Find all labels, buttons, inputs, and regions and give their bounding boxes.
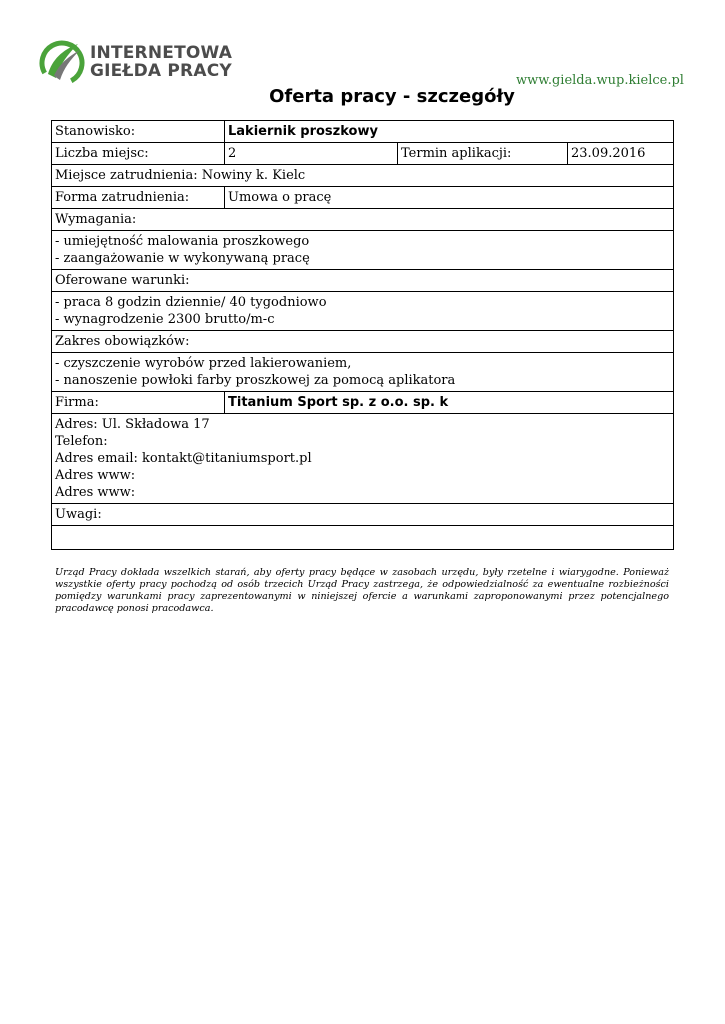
- employment-label: Forma zatrudnienia:: [52, 187, 225, 209]
- row-position: [52, 121, 674, 143]
- row-company: [52, 392, 674, 414]
- employment-value: Umowa o pracę: [225, 187, 674, 209]
- row-places: [52, 143, 674, 165]
- row-requirements: [52, 231, 674, 270]
- row-duties: [52, 353, 674, 392]
- notes-label: Uwagi:: [52, 504, 674, 526]
- logo-text: [90, 44, 232, 80]
- contact-www: Adres www:: [55, 468, 136, 483]
- requirements-label: Wymagania:: [52, 209, 674, 231]
- row-contact: [52, 414, 674, 504]
- row-location: [52, 165, 674, 187]
- row-employment: [52, 187, 674, 209]
- company-value: Titanium Sport sp. z o.o. sp. k: [225, 392, 674, 414]
- company-label: Firma:: [52, 392, 225, 414]
- row-notes: [52, 526, 674, 550]
- requirement-item: - umiejętność malowania proszkowego: [55, 234, 310, 249]
- contact-address: Adres: Ul. Składowa 17: [55, 417, 210, 432]
- row-requirements-label: [52, 209, 674, 231]
- contact-email[interactable]: Adres email: kontakt@titaniumsport.pl: [55, 451, 312, 466]
- contact-phone: Telefon:: [55, 434, 108, 449]
- conditions-label: Oferowane warunki:: [52, 270, 674, 292]
- location: Miejsce zatrudnienia: Nowiny k. Kielc: [52, 165, 674, 187]
- requirements-list: [52, 231, 674, 270]
- notes-value: [52, 526, 674, 550]
- duties-label: Zakres obowiązków:: [52, 331, 674, 353]
- deadline-label: Termin aplikacji:: [398, 143, 568, 165]
- site-url[interactable]: www.gielda.wup.kielce.pl: [516, 73, 684, 88]
- contact-details: [52, 414, 674, 504]
- places-value: 2: [225, 143, 398, 165]
- requirement-item: - zaangażowanie w wykonywaną pracę: [55, 251, 310, 266]
- logo-line-2: GIEŁDA PRACY: [90, 61, 232, 81]
- row-conditions-label: [52, 270, 674, 292]
- condition-item: - praca 8 godzin dziennie/ 40 tygodniowo: [55, 295, 327, 310]
- duty-item: - czyszczenie wyrobów przed lakierowaniem,: [55, 356, 352, 371]
- offer-table: [51, 120, 674, 550]
- disclaimer: Urząd Pracy dokłada wszelkich starań, aby oferty pracy będące w zasobach urzędu, były rzetelne i wiarygodne. Ponieważ wszystkie oferty pracy pochodzą od osób trzecich Urząd Pracy zastrzega, że odpowiedzialność za ewentualne rozbieżności pomiędzy warunkami pracy zaprezentowanymi w niniejszej ofercie a warunkami zaproponowanymi przez potencjalnego pracodawcę ponosi pracodawca.: [55, 567, 669, 614]
- duties-list: [52, 353, 674, 392]
- deadline-value: 23.09.2016: [568, 143, 674, 165]
- page-title: Oferta pracy - szczegóły: [269, 86, 515, 107]
- places-label: Liczba miejsc:: [52, 143, 225, 165]
- logo-icon: [38, 38, 88, 88]
- position-label: Stanowisko:: [52, 121, 225, 143]
- logo-line-1: INTERNETOWA: [90, 43, 233, 63]
- condition-item: - wynagrodzenie 2300 brutto/m-c: [55, 312, 275, 327]
- row-conditions: [52, 292, 674, 331]
- position-value: Lakiernik proszkowy: [225, 121, 674, 143]
- row-notes-label: [52, 504, 674, 526]
- contact-www: Adres www:: [55, 485, 136, 500]
- duty-item: - nanoszenie powłoki farby proszkowej za pomocą aplikatora: [55, 373, 456, 388]
- conditions-list: [52, 292, 674, 331]
- row-duties-label: [52, 331, 674, 353]
- logo: [38, 38, 233, 88]
